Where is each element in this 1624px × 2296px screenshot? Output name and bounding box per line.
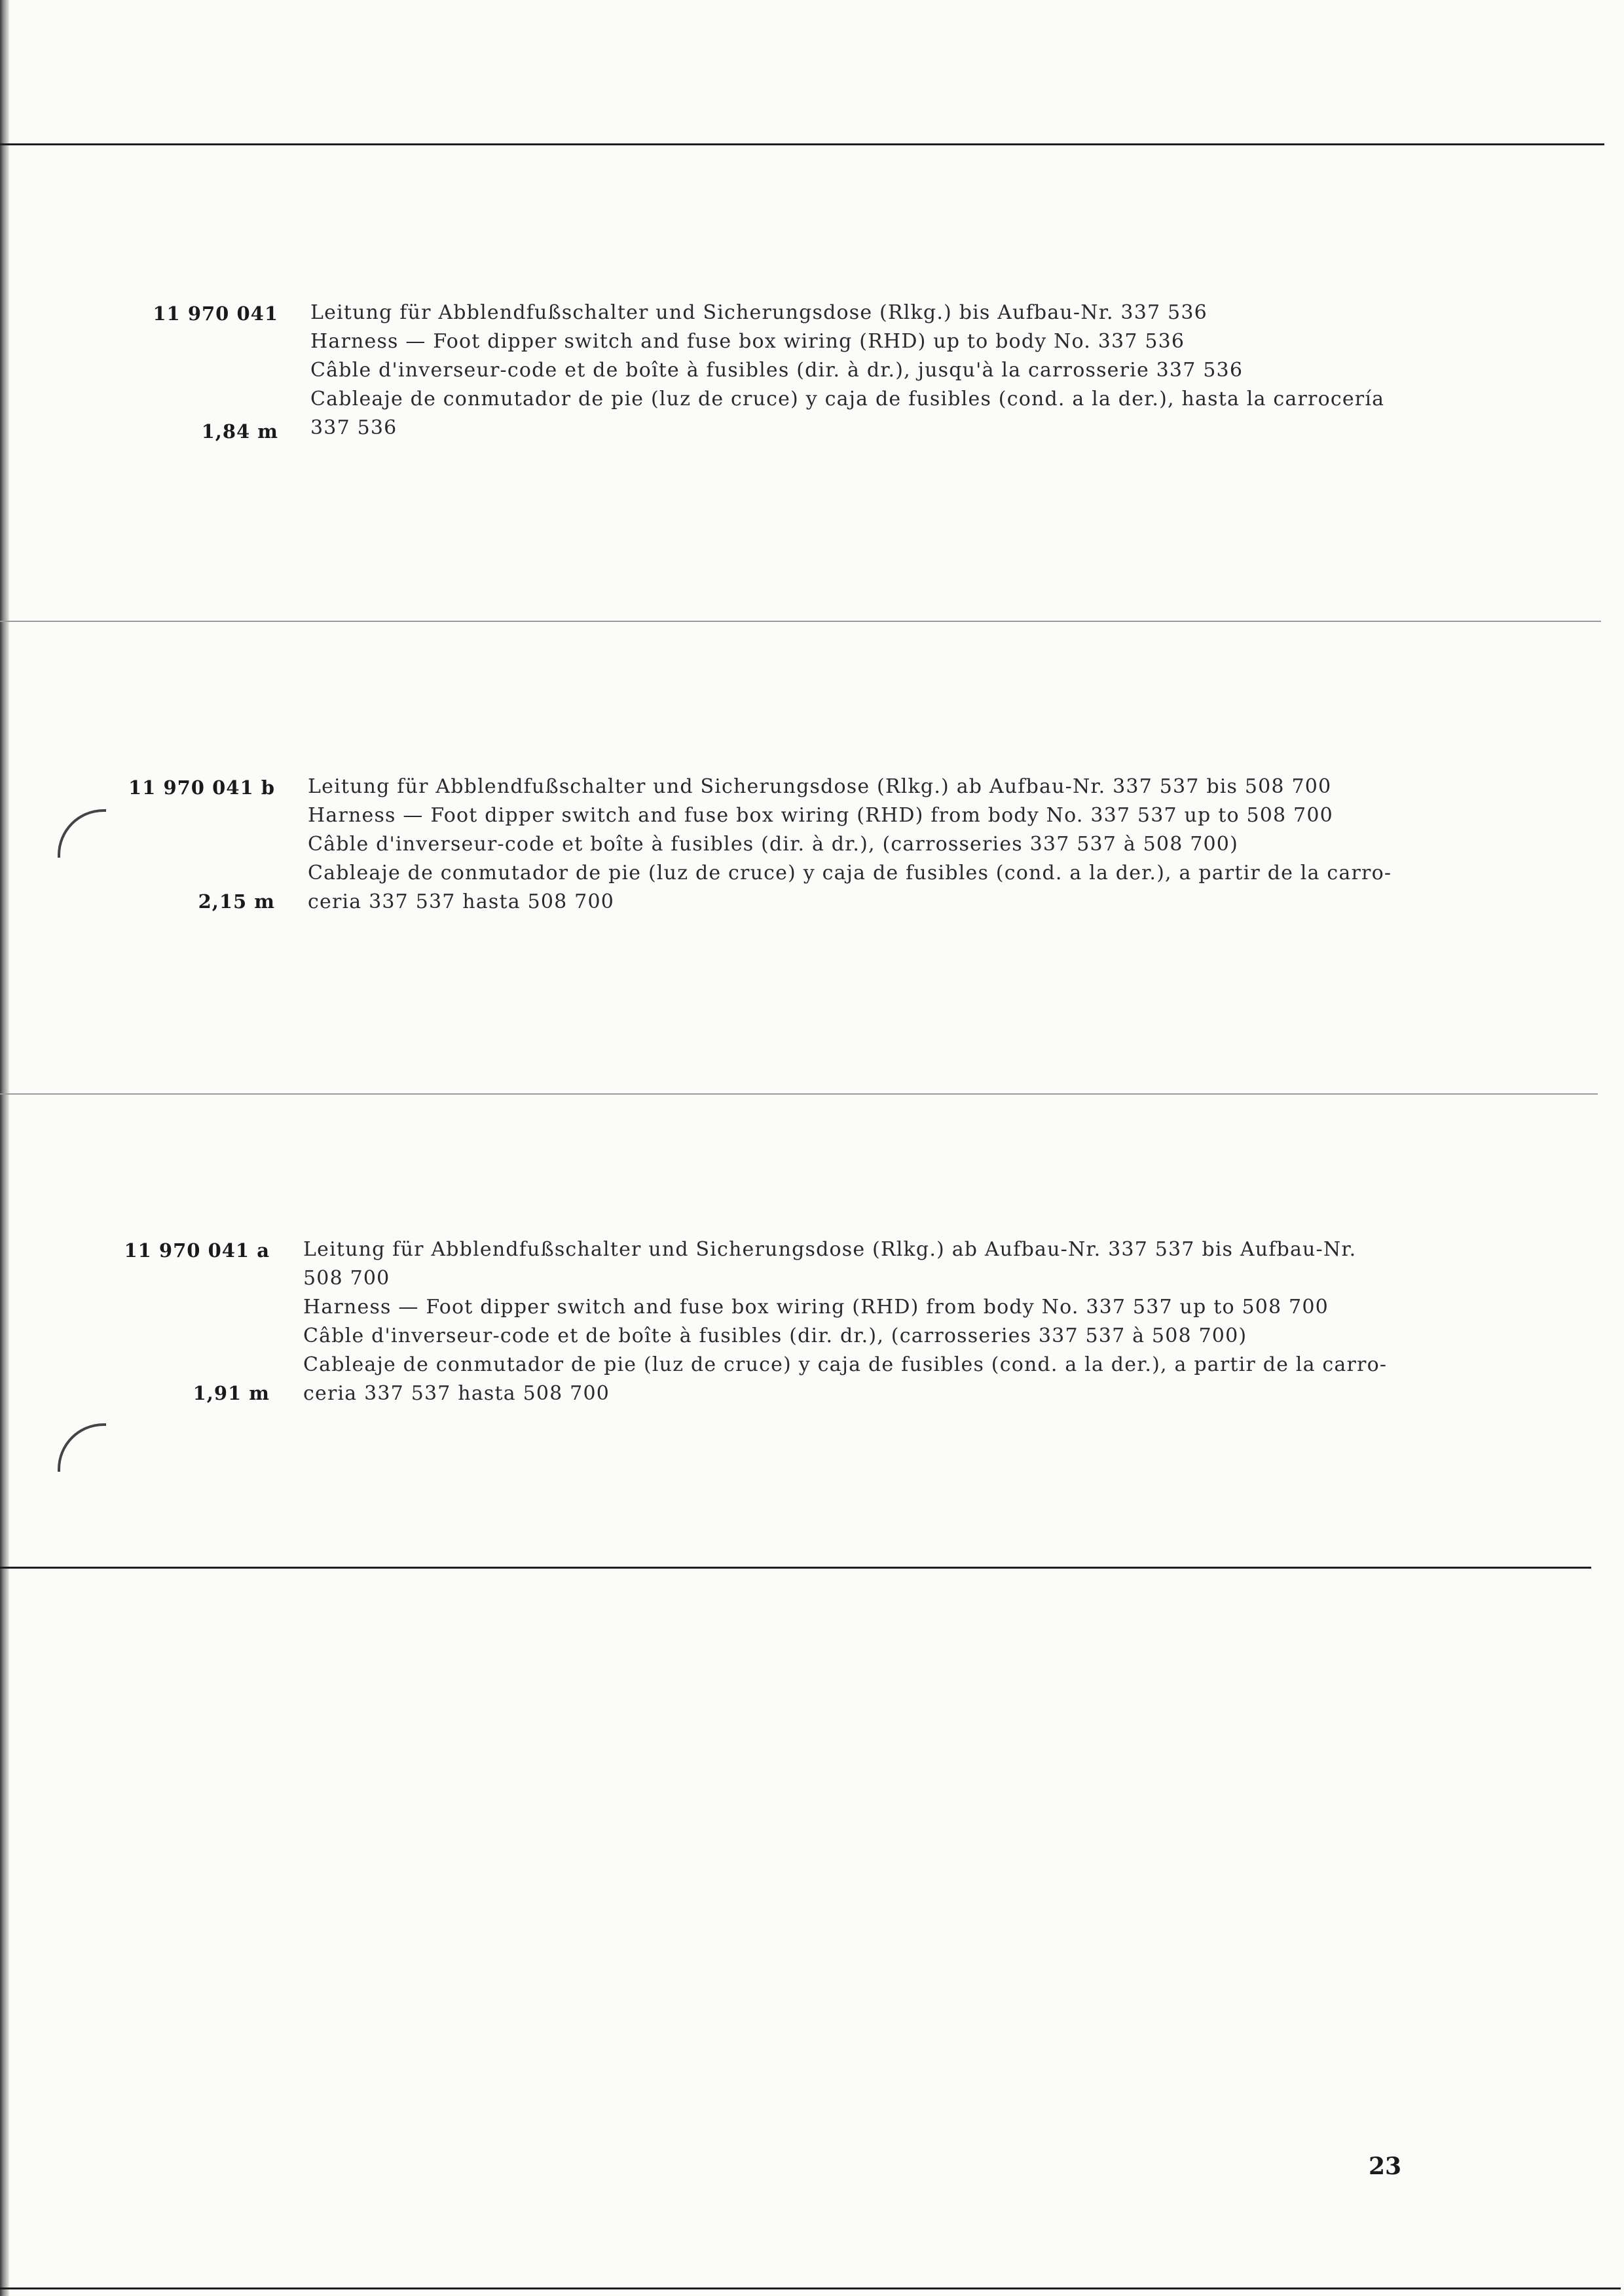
page-bottom-edge [0, 2287, 1621, 2289]
part-description [303, 1235, 1456, 1408]
description-es-continued: ceria 337 537 hasta 508 700 [303, 1382, 610, 1405]
part-description [308, 773, 1460, 917]
binding-edge [0, 0, 9, 2296]
description-es: Cableaje de conmutador de pie (luz de cruce) y caja de fusibles (cond. a la der.), a partir de la carro- [308, 862, 1392, 884]
description-es: Cableaje de conmutador de pie (luz de cruce) y caja de fusibles (cond. a la der.), a partir de la carro- [303, 1353, 1388, 1376]
top-divider [0, 143, 1604, 145]
section-divider-2 [0, 1093, 1598, 1095]
bottom-divider [0, 1567, 1591, 1569]
part-number: 11 970 041 a [124, 1239, 270, 1262]
description-de: Leitung für Abblendfußschalter und Sicherungsdose (Rlkg.) ab Aufbau-Nr. 337 537 bis Aufbau-Nr. [303, 1238, 1357, 1261]
cable-length: 1,91 m [193, 1382, 270, 1404]
part-number: 11 970 041 b [128, 776, 275, 799]
page-number: 23 [1369, 2153, 1402, 2180]
description-es: Cableaje de conmutador de pie (luz de cruce) y caja de fusibles (cond. a la der.), hasta la carrocería [310, 388, 1385, 410]
description-fr: Câble d'inverseur-code et de boîte à fusibles (dir. à dr.), jusqu'à la carrosserie 337 536 [310, 359, 1244, 382]
description-es-continued: ceria 337 537 hasta 508 700 [308, 890, 615, 913]
description-fr: Câble d'inverseur-code et boîte à fusibles (dir. à dr.), (carrosseries 337 537 à 508 700) [308, 833, 1238, 856]
part-description [310, 299, 1463, 443]
cable-length: 2,15 m [198, 890, 275, 913]
description-de-continued: 508 700 [303, 1267, 390, 1290]
cable-length: 1,84 m [201, 420, 278, 443]
description-en: Harness — Foot dipper switch and fuse box wiring (RHD) from body No. 337 537 up to 508 700 [303, 1296, 1329, 1319]
description-fr: Câble d'inverseur-code et de boîte à fusibles (dir. dr.), (carrosseries 337 537 à 508 700) [303, 1324, 1247, 1347]
description-de: Leitung für Abblendfußschalter und Sicherungsdose (Rlkg.) bis Aufbau-Nr. 337 536 [310, 301, 1208, 324]
punch-hole-mark [58, 809, 106, 858]
part-number: 11 970 041 [153, 302, 278, 325]
description-en: Harness — Foot dipper switch and fuse box wiring (RHD) from body No. 337 537 up to 508 700 [308, 804, 1333, 827]
punch-hole-mark [58, 1423, 106, 1472]
description-de: Leitung für Abblendfußschalter und Sicherungsdose (Rlkg.) ab Aufbau-Nr. 337 537 bis 508 700 [308, 775, 1332, 798]
description-es-continued: 337 536 [310, 416, 397, 439]
section-divider-1 [0, 621, 1601, 622]
description-en: Harness — Foot dipper switch and fuse box wiring (RHD) up to body No. 337 536 [310, 330, 1185, 353]
